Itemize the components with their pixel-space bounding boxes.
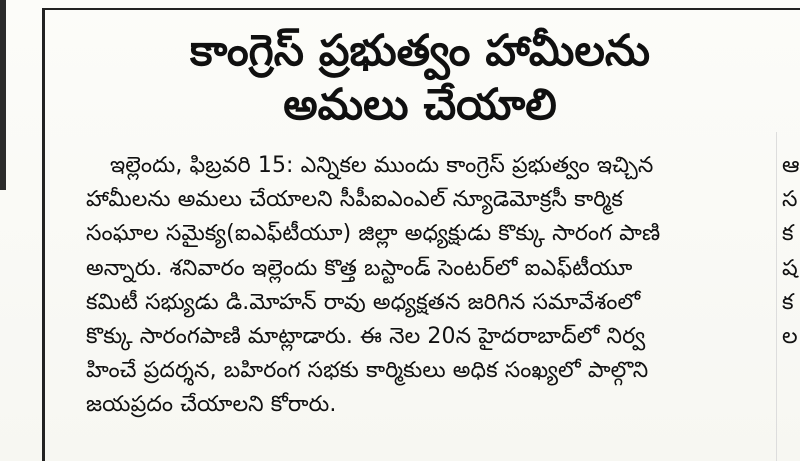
article-line-1: ఇల్లెందు, ఫిబ్రవరి 15: ఎన్నికల ముందు కాంగ్రెస్ ప్రభుత్వం ఇచ్చిన xyxy=(110,153,654,178)
article-line-4: అన్నారు. శనివారం ఇల్లెందు కొత్త బస్టాండ్ సెంటర్‌లో ఐఎఫ్‌టీయూ xyxy=(86,255,633,281)
adjacent-fragment-4: ష xyxy=(782,255,798,281)
adjacent-fragment-6: ల xyxy=(782,324,798,350)
adjacent-column-fragments xyxy=(782,149,800,354)
article-line-3: సంఘాల సమైక్య(ఐఎఫ్‌టీయూ) జిల్లా అధ్యక్షుడు కొక్కు సారంగ పాణి xyxy=(86,221,661,247)
article-line-5: కమిటీ సభ్యుడు డి.మోహన్ రావు అధ్యక్షతన జరిగిన సమావేశంలో xyxy=(86,289,641,315)
article-line-7: హించే ప్రదర్శన, బహిరంగ సభకు కార్మికులు అధిక సంఖ్యలో పాల్గొని xyxy=(86,358,649,384)
headline-line-1: కాంగ్రెస్ ప్రభుత్వం హామీలను xyxy=(190,26,650,76)
article-headline xyxy=(90,24,750,132)
article-line-8: జయప్రదం చేయాలని కోరారు. xyxy=(86,392,337,418)
adjacent-fragment-3: క xyxy=(782,221,794,247)
adjacent-fragment-1: ఆ xyxy=(782,153,800,178)
adjacent-fragment-5: క xyxy=(782,289,794,315)
left-edge-fragment xyxy=(0,0,6,190)
article-body xyxy=(86,149,756,423)
column-divider xyxy=(776,132,777,461)
headline-line-2: అమలు చేయాలి xyxy=(283,80,557,130)
article-line-2: హామీలను అమలు చేయాలని సీపీఐఎంఎల్ న్యూడెమోక్రసీ కార్మిక xyxy=(86,187,623,213)
left-border-rule xyxy=(42,8,45,461)
article-line-6: కొక్కు సారంగపాణి మాట్లాడారు. ఈ నెల 20న హైదరాబాద్‌లో నిర్వ xyxy=(86,324,646,350)
adjacent-fragment-2: స xyxy=(782,187,798,213)
top-border-rule xyxy=(42,8,800,10)
